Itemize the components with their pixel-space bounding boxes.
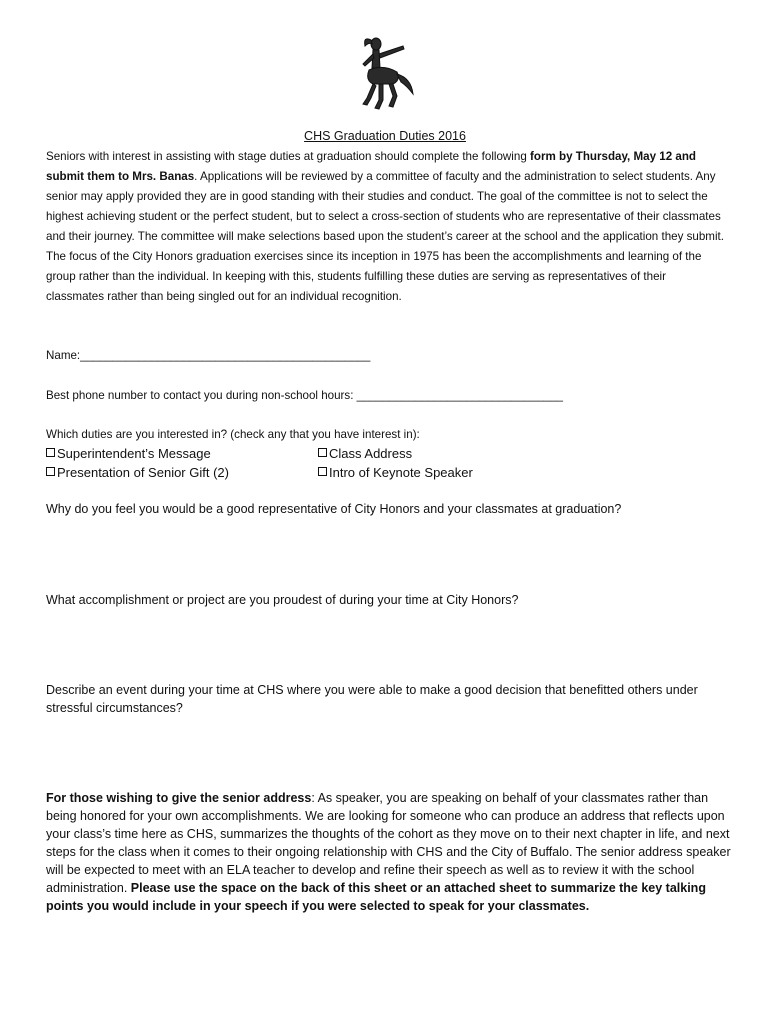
duty-option-class-address[interactable] — [318, 446, 412, 461]
checkbox-icon[interactable] — [318, 448, 327, 457]
checkbox-icon[interactable] — [46, 448, 55, 457]
intro-text-1: Seniors with interest in assisting with stage duties at graduation should complete the following — [46, 150, 530, 163]
question-representative: Why do you feel you would be a good representative of City Honors and your classmates at graduation? — [46, 502, 622, 516]
duty-option-superintendent[interactable] — [46, 446, 211, 461]
duty-option-senior-gift[interactable] — [46, 465, 229, 480]
senior-address-paragraph — [46, 789, 736, 915]
name-field[interactable]: Name:_____________________________________________ — [46, 349, 371, 362]
duty-option-label: Class Address — [329, 446, 413, 461]
intro-text-2: . Applications will be reviewed by a committee of faculty and the administration to select students. Any senior may apply provided they are in good standing with their studies and conduct. The goal of the committee is not to select the highest achieving student or the perfect student, but to select a cross-section of students who are representative of their classmates and their journey. The committee will make selections based upon the student’s career at the school and the application they submit. The focus of the City Honors graduation exercises since its inception in 1975 has been the accomplishments and learning of the group rather than the individual. In keeping with this, students fulfilling these duties are serving as representatives of their classmates rather than being singled out for an individual recognition. — [46, 170, 724, 303]
senior-address-instructions: Please use the space on the back of this sheet or an attached sheet to summarize the key talking points you would include in your speech if you were selected to speak for your classmates. — [46, 881, 706, 913]
intro-deadline: form by Thursday, May 12 and submit them to Mrs. Banas — [46, 150, 697, 183]
duty-option-label: Superintendent’s Message — [57, 446, 211, 461]
duties-prompt: Which duties are you interested in? (check any that you have interest in): — [46, 428, 420, 441]
duty-option-keynote-intro[interactable] — [318, 465, 473, 480]
centaur-archer-mascot-icon — [343, 34, 419, 114]
intro-paragraph — [46, 147, 726, 307]
senior-address-text: : As speaker, you are speaking on behalf of your classmates rather than being honored for your own accomplishments. We are looking for someone who can produce an address that reflects upon your class’s time here as CHS, summarizes the thoughts of the cohort as they move on to their next chapter in life, and next steps for the class when it comes to their ongoing relationship with CHS and the City of Buffalo. The senior address speaker will be expected to meet with an ELA teacher to develop and refine their speech as well as to review it with the school administration. — [46, 791, 731, 895]
senior-address-heading: For those wishing to give the senior address — [46, 791, 312, 805]
phone-field[interactable]: Best phone number to contact you during non-school hours: ________________________________ — [46, 389, 563, 402]
checkbox-icon[interactable] — [318, 467, 327, 476]
duty-option-label: Intro of Keynote Speaker — [329, 465, 473, 480]
checkbox-icon[interactable] — [46, 467, 55, 476]
duty-option-label: Presentation of Senior Gift (2) — [57, 465, 229, 480]
question-accomplishment: What accomplishment or project are you proudest of during your time at City Honors? — [46, 593, 519, 607]
page-title: CHS Graduation Duties 2016 — [304, 129, 466, 143]
question-decision: Describe an event during your time at CHS where you were able to make a good decision that benefitted others under stressful circumstances? — [46, 683, 698, 715]
